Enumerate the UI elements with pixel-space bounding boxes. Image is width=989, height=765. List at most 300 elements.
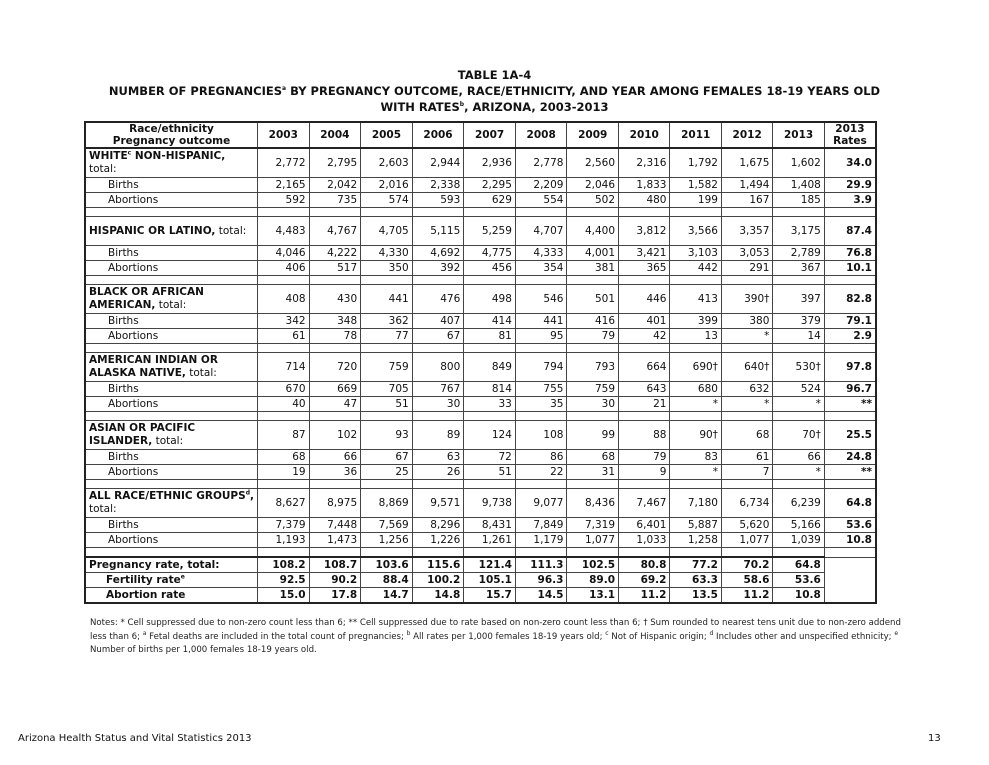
value-cell: 63 <box>412 450 464 465</box>
value-cell: 77 <box>361 329 413 344</box>
rate-cell: 34.0 <box>824 148 876 178</box>
header-year: 2009 <box>567 122 619 148</box>
value-cell: 392 <box>412 261 464 276</box>
spacer-row <box>85 480 876 489</box>
rate-value-cell: 80.8 <box>619 557 670 573</box>
value-cell: 7,448 <box>309 518 361 533</box>
outcome-label: Abortions <box>85 261 257 276</box>
empty-cell <box>824 557 876 573</box>
value-cell: 9,738 <box>464 489 516 518</box>
rate-cell: 29.9 <box>824 178 876 193</box>
value-cell: 413 <box>670 285 721 314</box>
spacer-row <box>85 276 876 285</box>
footer-publication: Arizona Health Status and Vital Statistics 2013 <box>18 733 252 744</box>
rate-cell: 97.8 <box>824 353 876 382</box>
value-cell: 88 <box>619 421 670 450</box>
value-cell: 3,357 <box>721 217 772 246</box>
outcome-label: Births <box>85 518 257 533</box>
value-cell: 61 <box>721 450 772 465</box>
rate-value-cell: 17.8 <box>309 588 361 604</box>
value-cell: 67 <box>361 450 413 465</box>
value-cell: 1,675 <box>721 148 772 178</box>
rate-value-cell: 111.3 <box>515 557 567 573</box>
value-cell: 199 <box>670 193 721 208</box>
value-cell: 87 <box>257 421 309 450</box>
value-cell: 2,046 <box>567 178 619 193</box>
value-cell: 3,566 <box>670 217 721 246</box>
value-cell: 690† <box>670 353 721 382</box>
value-cell: 2,316 <box>619 148 670 178</box>
value-cell: 593 <box>412 193 464 208</box>
value-cell: 35 <box>515 397 567 412</box>
value-cell: 13 <box>670 329 721 344</box>
header-year: 2004 <box>309 122 361 148</box>
value-cell: 407 <box>412 314 464 329</box>
value-cell: 86 <box>515 450 567 465</box>
rate-cell: 10.8 <box>824 533 876 548</box>
value-cell: 21 <box>619 397 670 412</box>
outcome-label: Abortions <box>85 397 257 412</box>
value-cell: 4,692 <box>412 246 464 261</box>
value-cell: 399 <box>670 314 721 329</box>
rate-label: Pregnancy rate, total: <box>85 557 257 573</box>
rate-value-cell: 14.8 <box>412 588 464 604</box>
rate-value-cell: 115.6 <box>412 557 464 573</box>
value-cell: 14 <box>773 329 824 344</box>
header-year: 2010 <box>619 122 670 148</box>
value-cell: 22 <box>515 465 567 480</box>
value-cell: 4,001 <box>567 246 619 261</box>
value-cell: 70† <box>773 421 824 450</box>
value-cell: 735 <box>309 193 361 208</box>
value-cell: 1,582 <box>670 178 721 193</box>
value-cell: 81 <box>464 329 516 344</box>
empty-cell <box>824 573 876 588</box>
group-total-row <box>85 148 876 178</box>
value-cell: 2,209 <box>515 178 567 193</box>
rate-value-cell: 13.1 <box>567 588 619 604</box>
rate-cell: 10.1 <box>824 261 876 276</box>
value-cell: 632 <box>721 382 772 397</box>
value-cell: 8,436 <box>567 489 619 518</box>
rate-value-cell: 96.3 <box>515 573 567 588</box>
rate-value-cell: 105.1 <box>464 573 516 588</box>
rate-value-cell: 15.0 <box>257 588 309 604</box>
rate-value-cell: 77.2 <box>670 557 721 573</box>
value-cell: 2,016 <box>361 178 413 193</box>
header-year: 2003 <box>257 122 309 148</box>
value-cell: 517 <box>309 261 361 276</box>
group-total-row <box>85 217 876 246</box>
value-cell: 83 <box>670 450 721 465</box>
value-cell: 362 <box>361 314 413 329</box>
value-cell: 720 <box>309 353 361 382</box>
rate-value-cell: 69.2 <box>619 573 670 588</box>
rate-value-cell: 70.2 <box>721 557 772 573</box>
value-cell: 446 <box>619 285 670 314</box>
spacer-row <box>85 208 876 217</box>
header-rates: 2013 Rates <box>824 122 876 148</box>
value-cell: 2,560 <box>567 148 619 178</box>
rate-cell: 24.8 <box>824 450 876 465</box>
value-cell: 5,259 <box>464 217 516 246</box>
rate-value-cell: 92.5 <box>257 573 309 588</box>
value-cell: 408 <box>257 285 309 314</box>
value-cell: 124 <box>464 421 516 450</box>
value-cell: 6,239 <box>773 489 824 518</box>
value-cell: 79 <box>567 329 619 344</box>
value-cell: * <box>670 465 721 480</box>
value-cell: 9,571 <box>412 489 464 518</box>
value-cell: 380 <box>721 314 772 329</box>
value-cell: 4,483 <box>257 217 309 246</box>
value-cell: 89 <box>412 421 464 450</box>
value-cell: 354 <box>515 261 567 276</box>
abortions-row <box>85 261 876 276</box>
value-cell: 2,944 <box>412 148 464 178</box>
value-cell: 1,077 <box>721 533 772 548</box>
value-cell: 1,077 <box>567 533 619 548</box>
value-cell: 365 <box>619 261 670 276</box>
value-cell: 670 <box>257 382 309 397</box>
value-cell: 51 <box>464 465 516 480</box>
value-cell: 4,707 <box>515 217 567 246</box>
value-cell: 814 <box>464 382 516 397</box>
value-cell: 30 <box>412 397 464 412</box>
abortions-row <box>85 329 876 344</box>
value-cell: 4,222 <box>309 246 361 261</box>
header-year: 2005 <box>361 122 413 148</box>
value-cell: 5,115 <box>412 217 464 246</box>
rate-value-cell: 89.0 <box>567 573 619 588</box>
value-cell: 5,620 <box>721 518 772 533</box>
outcome-label: Births <box>85 246 257 261</box>
header-year: 2007 <box>464 122 516 148</box>
value-cell: 1,792 <box>670 148 721 178</box>
value-cell: 1,179 <box>515 533 567 548</box>
group-label: HISPANIC OR LATINO, total: <box>85 217 257 246</box>
value-cell: 291 <box>721 261 772 276</box>
value-cell: 2,603 <box>361 148 413 178</box>
value-cell: 102 <box>309 421 361 450</box>
value-cell: 7,467 <box>619 489 670 518</box>
value-cell: 36 <box>309 465 361 480</box>
value-cell: 42 <box>619 329 670 344</box>
rate-value-cell: 90.2 <box>309 573 361 588</box>
rate-cell: 53.6 <box>824 518 876 533</box>
value-cell: 78 <box>309 329 361 344</box>
value-cell: 2,165 <box>257 178 309 193</box>
value-cell: 592 <box>257 193 309 208</box>
value-cell: 430 <box>309 285 361 314</box>
outcome-label: Births <box>85 314 257 329</box>
group-total-row <box>85 285 876 314</box>
value-cell: 79 <box>619 450 670 465</box>
value-cell: * <box>773 397 824 412</box>
value-cell: 1,226 <box>412 533 464 548</box>
value-cell: 33 <box>464 397 516 412</box>
value-cell: 2,295 <box>464 178 516 193</box>
value-cell: 1,258 <box>670 533 721 548</box>
rate-value-cell: 103.6 <box>361 557 413 573</box>
abortions-row <box>85 465 876 480</box>
value-cell: 90† <box>670 421 721 450</box>
rate-cell: ** <box>824 397 876 412</box>
rate-cell: 82.8 <box>824 285 876 314</box>
spacer-row <box>85 344 876 353</box>
rate-cell: 3.9 <box>824 193 876 208</box>
value-cell: 108 <box>515 421 567 450</box>
value-cell: 524 <box>773 382 824 397</box>
value-cell: 401 <box>619 314 670 329</box>
value-cell: 68 <box>257 450 309 465</box>
rate-value-cell: 108.7 <box>309 557 361 573</box>
value-cell: 629 <box>464 193 516 208</box>
value-cell: 4,333 <box>515 246 567 261</box>
value-cell: 669 <box>309 382 361 397</box>
rate-value-cell: 58.6 <box>721 573 772 588</box>
value-cell: * <box>670 397 721 412</box>
spacer-row <box>85 412 876 421</box>
value-cell: 66 <box>773 450 824 465</box>
rate-cell: ** <box>824 465 876 480</box>
value-cell: 680 <box>670 382 721 397</box>
pregnancy-rate-row <box>85 557 876 573</box>
header-year: 2006 <box>412 122 464 148</box>
value-cell: 456 <box>464 261 516 276</box>
value-cell: 66 <box>309 450 361 465</box>
value-cell: 3,175 <box>773 217 824 246</box>
value-cell: 9 <box>619 465 670 480</box>
births-row <box>85 450 876 465</box>
value-cell: 2,789 <box>773 246 824 261</box>
value-cell: 2,795 <box>309 148 361 178</box>
page-number: 13 <box>928 733 941 744</box>
rate-value-cell: 11.2 <box>721 588 772 604</box>
header-year: 2008 <box>515 122 567 148</box>
fertility-rate-row <box>85 573 876 588</box>
value-cell: 68 <box>721 421 772 450</box>
value-cell: 2,936 <box>464 148 516 178</box>
value-cell: 397 <box>773 285 824 314</box>
abortions-row <box>85 193 876 208</box>
births-row <box>85 246 876 261</box>
table-title-line2: WITH RATES$^b$, ARIZONA, 2003-2013 <box>380 100 609 114</box>
value-cell: 574 <box>361 193 413 208</box>
value-cell: 7,849 <box>515 518 567 533</box>
rate-cell: 79.1 <box>824 314 876 329</box>
value-cell: 1,494 <box>721 178 772 193</box>
value-cell: 4,775 <box>464 246 516 261</box>
value-cell: 794 <box>515 353 567 382</box>
value-cell: 167 <box>721 193 772 208</box>
value-cell: 759 <box>567 382 619 397</box>
value-cell: 67 <box>412 329 464 344</box>
value-cell: 7,319 <box>567 518 619 533</box>
group-total-row <box>85 421 876 450</box>
value-cell: 6,401 <box>619 518 670 533</box>
value-cell: 640† <box>721 353 772 382</box>
rate-value-cell: 64.8 <box>773 557 824 573</box>
table-notes: Notes: * Cell suppressed due to non-zero count less than 6; ** Cell suppressed due to rate based on non-zero count less than 6; † Sum rounded to nearest tens unit due to non-zero addend less than 6; $^a$ Fetal deaths are included in the total count of pregnancies; $^b$ All rates per 1,000 females 18-19 years old; $^c$ Not of Hispanic origin; $^d$ Includes other and unspecified ethnicity; $^e$ Number of births per 1,000 females 18-19 years old. <box>90 618 901 655</box>
value-cell: 1,408 <box>773 178 824 193</box>
value-cell: 4,330 <box>361 246 413 261</box>
value-cell: 350 <box>361 261 413 276</box>
value-cell: 442 <box>670 261 721 276</box>
rate-value-cell: 121.4 <box>464 557 516 573</box>
value-cell: 381 <box>567 261 619 276</box>
rate-value-cell: 100.2 <box>412 573 464 588</box>
value-cell: 1,602 <box>773 148 824 178</box>
value-cell: 2,772 <box>257 148 309 178</box>
value-cell: 61 <box>257 329 309 344</box>
value-cell: 414 <box>464 314 516 329</box>
value-cell: 5,166 <box>773 518 824 533</box>
value-cell: 4,400 <box>567 217 619 246</box>
rate-value-cell: 11.2 <box>619 588 670 604</box>
value-cell: 416 <box>567 314 619 329</box>
rate-cell: 2.9 <box>824 329 876 344</box>
outcome-label: Births <box>85 382 257 397</box>
value-cell: 1,833 <box>619 178 670 193</box>
value-cell: 25 <box>361 465 413 480</box>
value-cell: 185 <box>773 193 824 208</box>
group-label: AMERICAN INDIAN OR ALASKA NATIVE, total: <box>85 353 257 382</box>
value-cell: 367 <box>773 261 824 276</box>
value-cell: 755 <box>515 382 567 397</box>
value-cell: 40 <box>257 397 309 412</box>
value-cell: 2,338 <box>412 178 464 193</box>
value-cell: 390† <box>721 285 772 314</box>
rate-value-cell: 13.5 <box>670 588 721 604</box>
value-cell: 406 <box>257 261 309 276</box>
abortion-rate-row <box>85 588 876 604</box>
pregnancy-table <box>84 121 877 604</box>
value-cell: 93 <box>361 421 413 450</box>
value-cell: 546 <box>515 285 567 314</box>
outcome-label: Births <box>85 178 257 193</box>
value-cell: 502 <box>567 193 619 208</box>
value-cell: 4,767 <box>309 217 361 246</box>
value-cell: 705 <box>361 382 413 397</box>
value-cell: 8,627 <box>257 489 309 518</box>
value-cell: 51 <box>361 397 413 412</box>
rate-value-cell: 88.4 <box>361 573 413 588</box>
value-cell: 3,421 <box>619 246 670 261</box>
value-cell: 3,812 <box>619 217 670 246</box>
table-title-line1: NUMBER OF PREGNANCIES$^a$ BY PREGNANCY OUTCOME, RACE/ETHNICITY, AND YEAR AMONG FEMALES 18-19 YEARS OLD <box>108 84 881 98</box>
value-cell: 4,046 <box>257 246 309 261</box>
rate-label: Abortion rate <box>85 588 257 604</box>
value-cell: * <box>773 465 824 480</box>
value-cell: 1,473 <box>309 533 361 548</box>
value-cell: 554 <box>515 193 567 208</box>
value-cell: 664 <box>619 353 670 382</box>
abortions-row <box>85 533 876 548</box>
births-row <box>85 382 876 397</box>
value-cell: 342 <box>257 314 309 329</box>
value-cell: 480 <box>619 193 670 208</box>
value-cell: 68 <box>567 450 619 465</box>
header-race-outcome: Race/ethnicity Pregnancy outcome <box>85 122 257 148</box>
value-cell: 1,193 <box>257 533 309 548</box>
rate-value-cell: 15.7 <box>464 588 516 604</box>
value-cell: 7,379 <box>257 518 309 533</box>
value-cell: 26 <box>412 465 464 480</box>
group-label: ASIAN OR PACIFIC ISLANDER, total: <box>85 421 257 450</box>
value-cell: 95 <box>515 329 567 344</box>
value-cell: 643 <box>619 382 670 397</box>
value-cell: 800 <box>412 353 464 382</box>
value-cell: 72 <box>464 450 516 465</box>
rate-value-cell: 63.3 <box>670 573 721 588</box>
outcome-label: Abortions <box>85 193 257 208</box>
outcome-label: Births <box>85 450 257 465</box>
value-cell: 379 <box>773 314 824 329</box>
value-cell: 9,077 <box>515 489 567 518</box>
group-label: WHITE$^c$ NON-HISPANIC, total: <box>85 148 257 178</box>
header-year: 2011 <box>670 122 721 148</box>
value-cell: 714 <box>257 353 309 382</box>
value-cell: 1,033 <box>619 533 670 548</box>
value-cell: 767 <box>412 382 464 397</box>
value-cell: 7,180 <box>670 489 721 518</box>
value-cell: 530† <box>773 353 824 382</box>
value-cell: 30 <box>567 397 619 412</box>
empty-cell <box>824 588 876 604</box>
value-cell: 8,975 <box>309 489 361 518</box>
rate-cell: 76.8 <box>824 246 876 261</box>
value-cell: 8,431 <box>464 518 516 533</box>
outcome-label: Abortions <box>85 329 257 344</box>
births-row <box>85 518 876 533</box>
rate-value-cell: 53.6 <box>773 573 824 588</box>
value-cell: 5,887 <box>670 518 721 533</box>
table-number: TABLE 1A-4 <box>457 68 532 82</box>
value-cell: 7,569 <box>361 518 413 533</box>
value-cell: 498 <box>464 285 516 314</box>
rate-value-cell: 108.2 <box>257 557 309 573</box>
rate-label: Fertility rate$^e$ <box>85 573 257 588</box>
value-cell: 759 <box>361 353 413 382</box>
value-cell: 3,103 <box>670 246 721 261</box>
group-total-row <box>85 353 876 382</box>
header-year: 2012 <box>721 122 772 148</box>
value-cell: 6,734 <box>721 489 772 518</box>
value-cell: 1,256 <box>361 533 413 548</box>
value-cell: 476 <box>412 285 464 314</box>
header-row <box>85 122 876 148</box>
value-cell: 849 <box>464 353 516 382</box>
value-cell: 1,039 <box>773 533 824 548</box>
rate-cell: 96.7 <box>824 382 876 397</box>
value-cell: 2,778 <box>515 148 567 178</box>
value-cell: 501 <box>567 285 619 314</box>
rate-cell: 87.4 <box>824 217 876 246</box>
value-cell: 8,296 <box>412 518 464 533</box>
rate-cell: 64.8 <box>824 489 876 518</box>
abortions-row <box>85 397 876 412</box>
value-cell: 348 <box>309 314 361 329</box>
value-cell: 3,053 <box>721 246 772 261</box>
value-cell: 19 <box>257 465 309 480</box>
births-row <box>85 178 876 193</box>
group-total-row <box>85 489 876 518</box>
spacer-row <box>85 548 876 558</box>
value-cell: 4,705 <box>361 217 413 246</box>
value-cell: 1,261 <box>464 533 516 548</box>
value-cell: 47 <box>309 397 361 412</box>
